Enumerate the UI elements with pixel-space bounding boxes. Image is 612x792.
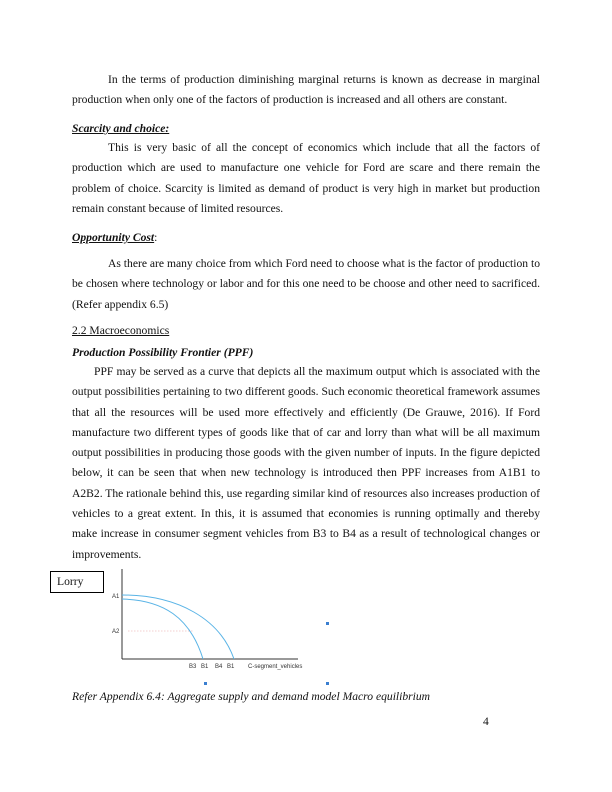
heading-macro-text: 2.2 Macroeconomics (72, 324, 170, 337)
heading-ppf (72, 345, 253, 361)
paragraph-diminishing-returns: In the terms of production diminishing marginal returns is known as decrease in marginal production when only one of the factors of production is increased and all others are constant. (72, 73, 540, 107)
heading-macroeconomics (72, 323, 169, 339)
resize-handle-right (326, 622, 329, 625)
x-axis-label: C-segment_vehicles (248, 664, 303, 670)
ppf-chart (108, 567, 333, 685)
x-tick-b4: B4 (215, 664, 223, 670)
heading-ppf-text: Production Possibility Frontier (PPF) (72, 346, 254, 359)
heading-scarcity-text: Scarcity and choice: (72, 122, 170, 135)
lorry-label-box: Lorry (50, 571, 104, 593)
x-tick-b1-b: B1 (227, 664, 235, 670)
figure-caption: Refer Appendix 6.4: Aggregate supply and demand model Macro equilibrium (72, 690, 431, 703)
y-tick-a1: A1 (112, 594, 120, 600)
resize-handle-bottom-right (326, 682, 329, 685)
x-tick-b1-a: B1 (201, 664, 209, 670)
paragraph-opportunity-cost: As there are many choice from which Ford need to choose what is the factor of production to be chosen where technology or labor and for this one need to be choose and other need to sacrificed. (Refer appendix 6.5) (72, 257, 540, 311)
outer-ppf-curve (122, 595, 234, 659)
heading-opportunity-colon: : (154, 231, 158, 244)
heading-opportunity-text: Opportunity Cost (72, 231, 155, 244)
paragraph-scarcity: This is very basic of all the concept of economics which include that all the factors of production which are used to manufacture one vehicle for Ford are scare and there remain the problem of choice. Scarcity is limited as demand of product is very high in market but production remain constant because of limited resources. (72, 141, 540, 215)
inner-ppf-curve (122, 599, 203, 659)
y-tick-a2: A2 (112, 629, 120, 635)
heading-scarcity (72, 121, 169, 137)
x-tick-b3: B3 (189, 664, 197, 670)
page-number: 4 (483, 715, 489, 728)
paragraph-ppf: PPF may be served as a curve that depicts all the maximum output which is associated with the output possibilities pertaining to two different goods. Such economic theoretical framework assumes that all the resources will be used more effectively and efficiently (De Grauwe, 2016). If Ford manufacture two different types of goods like that of car and lorry than what will be all maximum output possibilities in producing those goods with the given number of inputs. In the figure depicted below, it can be seen that when new technology is introduced then PPF increases from A1B1 to A2B2. The rationale behind this, use regarding similar kind of resources also increases production of vehicles to a great extent. In this, it is assumed that economies is running optimally and thereby make increase in consumer segment vehicles from B3 to B4 as a result of technological changes or improvements. (72, 365, 540, 561)
resize-handle-bottom-left (204, 682, 207, 685)
heading-opportunity-cost (72, 230, 157, 246)
